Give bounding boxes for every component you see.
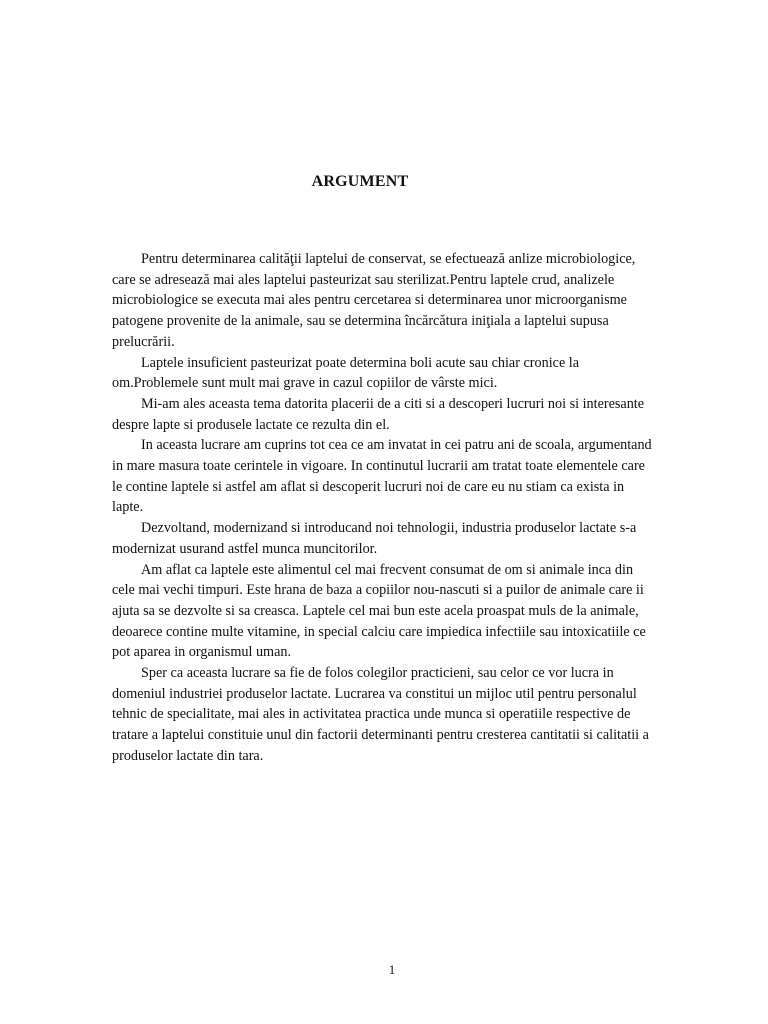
page-title: ARGUMENT — [311, 173, 409, 190]
paragraph-7: Sper ca aceasta lucrare sa fie de folos colegilor practicieni, sau celor ce vor lucra in domeniul industriei produselor lactate. Lucrarea va constitui un mijloc util pentru personalul tehnic de specialitate, mai ales in activitatea practica unde munca si operatiile respective de tratare a laptelui constituie unul din factorii determinanti pentru cresterea cantitatii si calitatii a produselor lactate din tara. — [112, 665, 649, 764]
document-body — [112, 249, 652, 767]
paragraph-1: Pentru determinarea calităţii laptelui de conservat, se efectuează anlize microbiologice, care se adresează mai ales laptelui pasteurizat sau sterilizat.Pentru laptele crud, analizele microbiologice se executa mai ales pentru cercetarea si determinarea unor microorganisme patogene provenite de la animale, sau se determina încărcătura iniţiala a laptelui supusa prelucrării. — [112, 251, 636, 350]
paragraph-4: In aceasta lucrare am cuprins tot cea ce am invatat in cei patru ani de scoala, argumentand in mare masura toate cerintele in vigoare. In continutul lucrarii am tratat toate elementele care le contine laptele si astfel am aflat si descoperit lucruri noi de care eu nu stiam ca exista in lapte. — [112, 437, 652, 516]
paragraph-3: Mi-am ales aceasta tema datorita placerii de a citi si a descoperi lucruri noi si interesante despre lapte si produsele lactate ce rezulta din el. — [112, 395, 645, 433]
paragraph-5: Dezvoltand, modernizand si introducand noi tehnologii, industria produselor lactate s-a modernizat usurand astfel munca muncitorilor. — [112, 520, 637, 557]
page-number: 1 — [388, 962, 396, 977]
paragraph-2: Laptele insuficient pasteurizat poate determina boli acute sau chiar cronice la om.Problemele sunt mult mai grave in cazul copiilor de vârste mici. — [112, 354, 580, 392]
paragraph-6: Am aflat ca laptele este alimentul cel mai frecvent consumat de om si animale inca din cele mai vechi timpuri. Este hrana de baza a copiilor nou-nascuti si a puilor de animale care ii ajuta sa se dezvolte si sa creasca. Laptele cel mai bun este acela proaspat muls de la animale, deoarece contine multe vitamine, in special calciu care impiedica infectiile sau intoxicatiile ce pot aparea in organismul uman. — [112, 561, 646, 661]
